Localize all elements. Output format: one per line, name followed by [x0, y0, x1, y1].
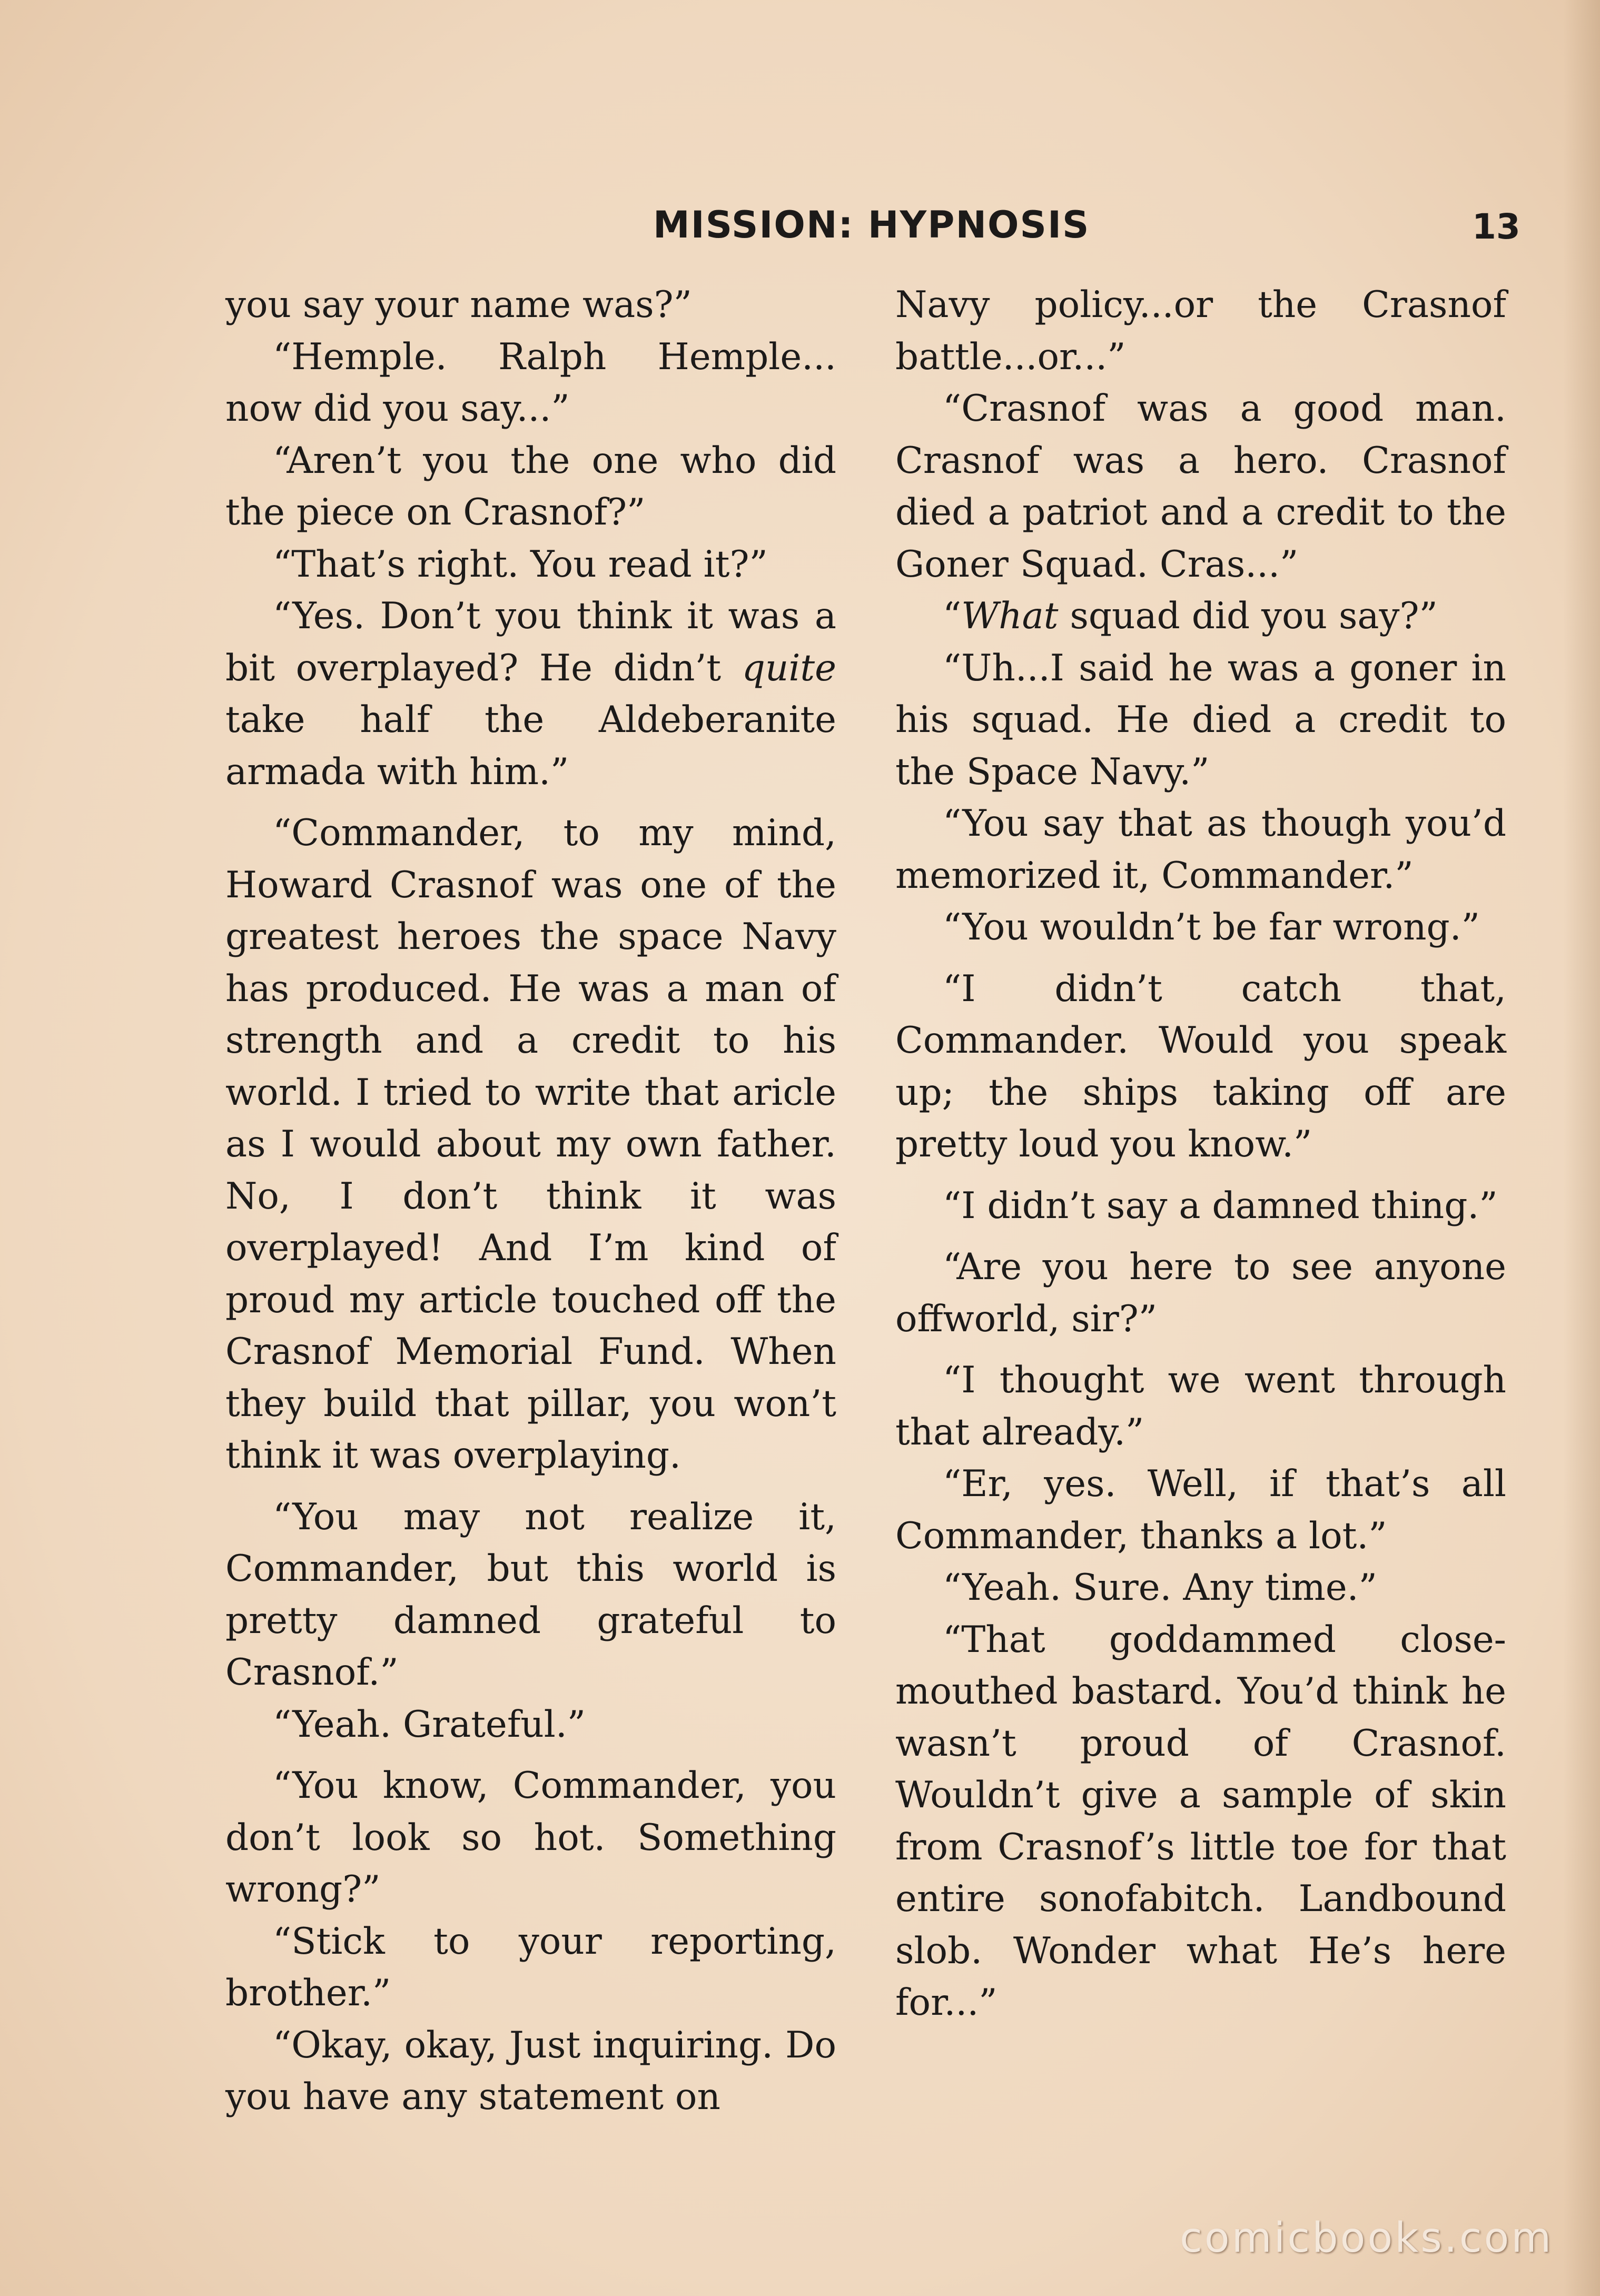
paragraph: “Er, yes. Well, if that’s all Commander, thanks a lot.” — [895, 1463, 1506, 1557]
paragraph: “You know, Commander, you don’t look so hot. Something wrong?” — [225, 1765, 836, 1911]
paragraph: “Are you here to see anyone offworld, sir?” — [895, 1246, 1506, 1340]
paragraph: “Crasnof was a good man. Crasnof was a hero. Crasnof died a patriot and a credit to the Goner Squad. Cras...” — [895, 388, 1506, 586]
paragraph: “Aren’t you the one who did the piece on Crasnof?” — [225, 439, 836, 533]
paragraph: “Uh...I said he was a goner in his squad. He died a credit to the Space Navy.” — [895, 647, 1506, 793]
paragraph: “Yeah. Sure. Any time.” — [943, 1567, 1377, 1609]
italic-emphasis: quite — [742, 647, 836, 689]
paragraph: “You wouldn’t be far wrong.” — [943, 906, 1480, 948]
paragraph: “You may not realize it, Commander, but this world is pretty damned grateful to Crasnof.” — [225, 1496, 836, 1694]
text-run: “ — [943, 595, 962, 637]
paragraph: “Yeah. Grateful.” — [273, 1703, 586, 1746]
paragraph — [895, 590, 1506, 642]
paragraph — [225, 590, 836, 798]
paragraph: Navy policy...or the Crasnof battle...or...” — [895, 284, 1506, 378]
paragraph: “I thought we went through that already.” — [895, 1359, 1506, 1453]
right-text-column — [895, 279, 1506, 2029]
text-run: “Yes. Don’t you think it was a bit overplayed? He didn’t — [225, 595, 836, 689]
page-edge-shadow — [1563, 0, 1600, 2296]
page-number: 13 — [1472, 206, 1520, 247]
paragraph: “Okay, okay, Just inquiring. Do you have any statement on — [225, 2024, 836, 2118]
paragraph: “That goddammed close-mouthed bastard. You’d think he wasn’t proud of Crasnof. Wouldn’t give a sample of skin from Crasnof’s little toe for that entire sonofabitch. Landbound slob. Wonder what He’s here for...” — [895, 1618, 1506, 2024]
paragraph: “You say that as though you’d memorized it, Commander.” — [895, 803, 1506, 897]
italic-emphasis: What — [961, 595, 1059, 637]
paragraph: “I didn’t say a damned thing.” — [943, 1184, 1498, 1227]
paragraph: “Stick to your reporting, brother.” — [225, 1920, 836, 2014]
paragraph: “Hemple. Ralph Hemple... now did you say...” — [225, 335, 836, 430]
text-run: take half the Aldeberanite armada with him.” — [225, 699, 836, 793]
text-run: squad did you say?” — [1058, 595, 1438, 637]
paragraph: “That’s right. You read it?” — [273, 543, 768, 586]
paragraph: “I didn’t catch that, Commander. Would you speak up; the ships taking off are pretty loud you know.” — [895, 967, 1506, 1165]
running-title: MISSION: HYPNOSIS — [653, 203, 1090, 246]
paragraph: “Commander, to my mind, Howard Crasnof was one of the greatest heroes the space Navy has produced. He was a man of strength and a credit to his world. I tried to write that aricle as I would about my own father. No, I don’t think it was overplayed! And I’m kind of proud my article touched off the Crasnof Memorial Fund. When they build that pillar, you won’t think it was overplaying. — [225, 812, 836, 1477]
paragraph: you say your name was?” — [225, 284, 692, 326]
left-text-column — [225, 279, 836, 2123]
watermark-text: comicbooks.com — [1180, 2214, 1554, 2262]
